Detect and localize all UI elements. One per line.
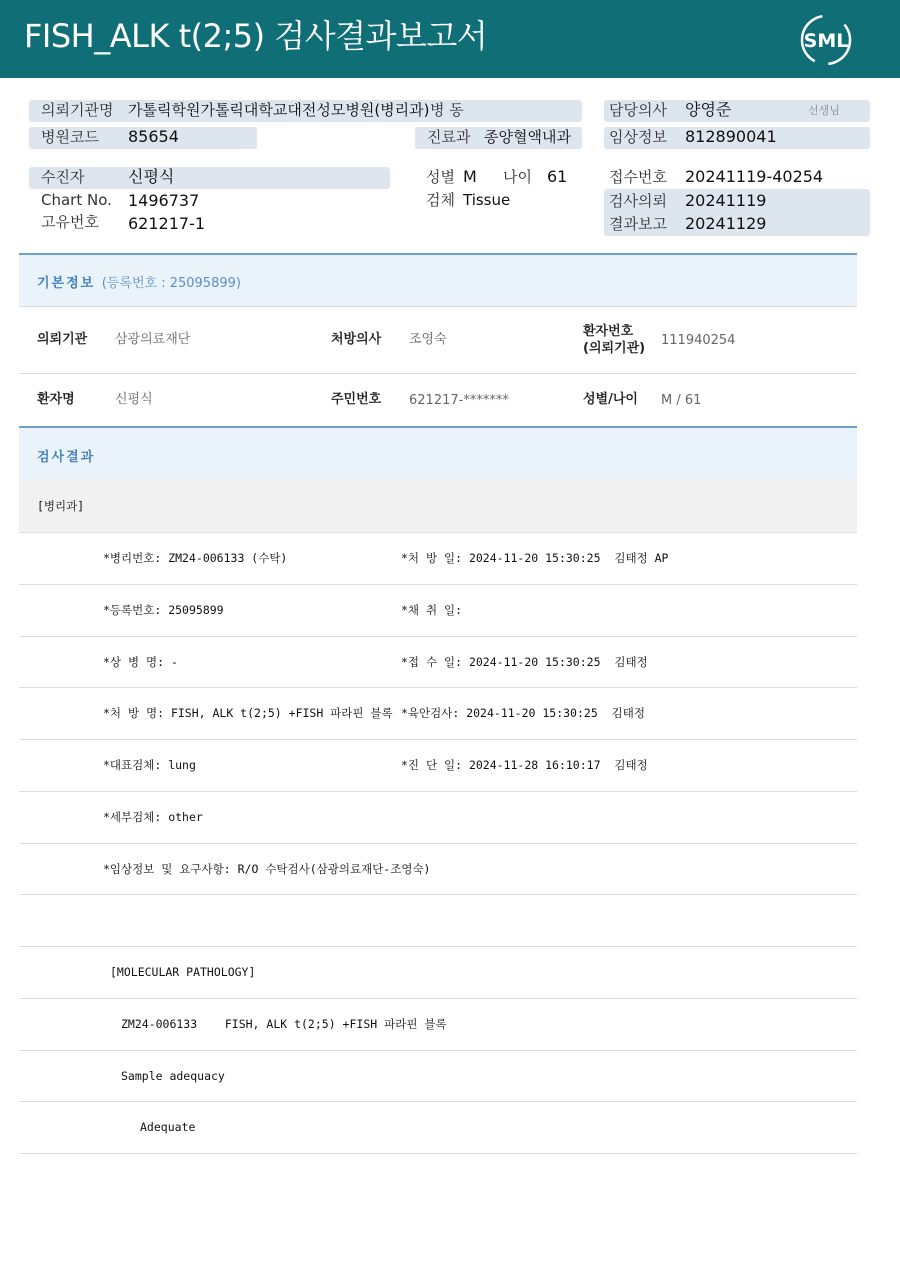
result-row-3-right: *접 수 일: 2024-11-20 15:30:25 김태정 bbox=[401, 655, 648, 669]
institution-label: 의뢰기관명 bbox=[41, 101, 114, 119]
divider bbox=[19, 532, 857, 533]
hospital-code-label: 병원코드 bbox=[41, 128, 99, 146]
age-label: 나이 bbox=[503, 168, 532, 186]
basic-info-title: 기본정보 bbox=[37, 276, 96, 291]
clinical-value: 812890041 bbox=[685, 127, 777, 146]
prescribing-doctor-label: 처방의사 bbox=[331, 332, 382, 347]
patient-name-label: 환자명 bbox=[37, 392, 75, 407]
rrn-label: 주민번호 bbox=[331, 392, 382, 407]
result-row-1-right: *처 방 일: 2024-11-20 15:30:25 김태정 AP bbox=[401, 551, 669, 565]
result-row-7-left: *임상정보 및 요구사항: R/O 수탁검사(삼광의료재단-조영숙) bbox=[103, 862, 431, 876]
uid-label: 고유번호 bbox=[41, 213, 99, 231]
request-label: 검사의뢰 bbox=[609, 192, 667, 210]
sex-age-label: 성별/나이 bbox=[583, 392, 638, 407]
rrn-value: 621217-******* bbox=[409, 393, 509, 408]
divider bbox=[19, 1050, 857, 1051]
doctor-suffix: 선생님 bbox=[808, 104, 840, 117]
logo-text: SML bbox=[803, 30, 849, 52]
results-title: 검사결과 bbox=[37, 450, 96, 465]
patient-value: 신평식 bbox=[128, 167, 175, 186]
results-header bbox=[19, 426, 857, 481]
basic-info-subtitle: (등록번호 : 25095899) bbox=[101, 276, 241, 291]
result-row-4-left: *처 방 명: FISH, ALK t(2;5) +FISH 파라핀 블록 bbox=[103, 706, 393, 720]
divider bbox=[19, 843, 857, 844]
sample-adequacy-value: Adequate bbox=[140, 1120, 196, 1134]
basic-info-header bbox=[19, 253, 857, 307]
sml-logo bbox=[796, 10, 856, 70]
patient-label: 수진자 bbox=[41, 168, 85, 186]
specimen-label: 검체 bbox=[426, 191, 455, 209]
divider bbox=[19, 636, 857, 637]
divider bbox=[19, 306, 857, 307]
dept-label: 진료과 bbox=[427, 128, 471, 146]
molecular-pathology-heading: [MOLECULAR PATHOLOGY] bbox=[110, 965, 256, 979]
divider bbox=[19, 584, 857, 585]
specimen-value: Tissue bbox=[463, 191, 511, 209]
patient-no-label: 환자번호 bbox=[583, 324, 634, 339]
chart-value: 1496737 bbox=[128, 191, 200, 210]
divider bbox=[19, 894, 857, 895]
result-row-1-left: *병리번호: ZM24-006133 (수탁) bbox=[103, 551, 288, 565]
dept-value: 종양혈액내과 bbox=[484, 128, 571, 146]
result-row-6-left: *세부검체: other bbox=[103, 810, 203, 824]
divider bbox=[19, 687, 857, 688]
clinical-label: 임상정보 bbox=[609, 128, 667, 146]
report-header-bar bbox=[0, 0, 900, 78]
patient-name-value: 신평식 bbox=[115, 392, 153, 407]
hospital-code-value: 85654 bbox=[128, 127, 179, 146]
patient-no-sublabel: (의뢰기관) bbox=[583, 341, 646, 356]
divider bbox=[19, 946, 857, 947]
prescribing-doctor-value: 조영숙 bbox=[409, 332, 447, 347]
dept-row-text: [병리과] bbox=[37, 499, 85, 513]
divider bbox=[19, 1101, 857, 1102]
accession-value: 20241119-40254 bbox=[685, 167, 824, 186]
uid-value: 621217-1 bbox=[128, 214, 206, 233]
result-row-5-right: *진 단 일: 2024-11-28 16:10:17 김태정 bbox=[401, 758, 648, 772]
chart-label: Chart No. bbox=[41, 191, 112, 209]
doctor-label: 담당의사 bbox=[609, 101, 667, 119]
dept-row bbox=[19, 481, 857, 532]
report-value: 20241129 bbox=[685, 214, 767, 233]
result-row-4-right: *육안검사: 2024-11-20 15:30:25 김태정 bbox=[401, 706, 645, 720]
divider bbox=[19, 791, 857, 792]
institution-value: 가톨릭학원가톨릭대학교대전성모병원(병리과) bbox=[128, 101, 430, 119]
divider bbox=[19, 998, 857, 999]
doctor-value: 양영준 bbox=[685, 100, 732, 119]
request-value: 20241119 bbox=[685, 191, 767, 210]
result-row-5-left: *대표검체: lung bbox=[103, 758, 196, 772]
case-line: ZM24-006133 FISH, ALK t(2;5) +FISH 파라핀 블록 bbox=[121, 1017, 447, 1031]
result-row-3-left: *상 병 명: - bbox=[103, 655, 178, 669]
divider bbox=[19, 1153, 857, 1154]
divider bbox=[19, 373, 857, 374]
sex-label: 성별 bbox=[426, 168, 455, 186]
report-label: 결과보고 bbox=[609, 215, 667, 233]
sex-age-value: M / 61 bbox=[661, 393, 702, 408]
result-row-2-right: *채 취 일: bbox=[401, 603, 463, 617]
sample-adequacy-label: Sample adequacy bbox=[121, 1069, 225, 1083]
report-title: FISH_ALK t(2;5) 검사결과보고서 bbox=[24, 17, 488, 55]
accession-label: 접수번호 bbox=[609, 168, 667, 186]
divider bbox=[19, 739, 857, 740]
patient-no-value: 111940254 bbox=[661, 333, 736, 348]
requesting-inst-label: 의뢰기관 bbox=[37, 332, 88, 347]
requesting-inst-value: 삼광의료재단 bbox=[115, 332, 191, 347]
ward-label: 병 동 bbox=[430, 101, 464, 119]
age-value: 61 bbox=[547, 167, 568, 186]
sex-value: M bbox=[463, 167, 477, 186]
result-row-2-left: *등록번호: 25095899 bbox=[103, 603, 224, 617]
